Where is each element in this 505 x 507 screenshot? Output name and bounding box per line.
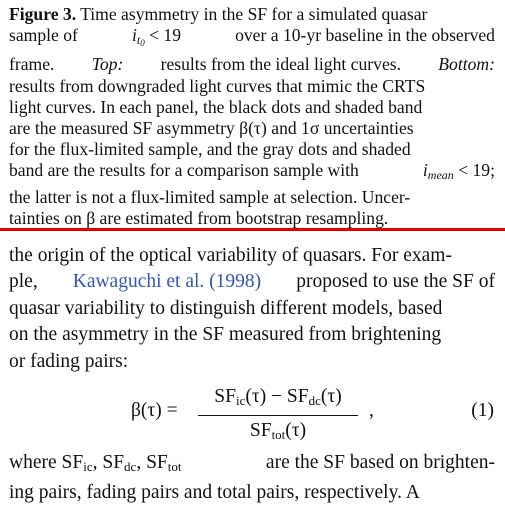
equation-comma: , — [369, 400, 374, 421]
body-line-1: the origin of the optical variability of quasars. For exam- — [9, 245, 452, 266]
caption-line-2 — [9, 25, 495, 54]
equation-fraction — [198, 384, 358, 447]
caption-line-3 — [9, 54, 495, 75]
caption-text: results from the ideal light curves. — [160, 54, 401, 75]
caption-line-10: tainties on β are estimated from bootstrap resampling. — [9, 207, 389, 228]
caption-text: Time asymmetry in the SF for a simulated quasar — [80, 4, 428, 24]
body-paragraph — [9, 243, 495, 375]
caption-text: sample of — [9, 25, 78, 46]
equation-1 — [0, 384, 505, 444]
caption-line-8 — [9, 160, 495, 186]
caption-text: over a 10-yr baseline in the observed — [235, 25, 495, 46]
post-line-2: ing pairs, fading pairs and total pairs, respectively. A — [9, 482, 420, 504]
caption-line-1 — [9, 4, 495, 25]
caption-math: $i_{t0} < 19$ — [131, 25, 182, 49]
fraction-bar — [198, 415, 358, 416]
post-line-1: where $SF_{ic}$, $SF_{dc}$, $SF_{tot}$ are the SF based on brighten- — [9, 452, 495, 474]
caption-line-7: for the flux-limited sample, and the gray dots and shaded — [9, 139, 411, 160]
body-line-3: quasar variability to distinguish different models, based — [9, 297, 443, 319]
body-line-2: ple, Kawaguchi et al. (1998) proposed to use the SF of — [9, 269, 495, 295]
caption-line-9: the latter is not a flux-limited sample at selection. Uncer- — [9, 186, 411, 207]
equation-numerator: $SF_{ic}(\tau) - SF_{dc}(\tau)$ — [214, 386, 342, 408]
top-label: Top: — [91, 54, 124, 75]
caption-line-4: results from downgraded light curves that mimic the CRTS — [9, 75, 426, 96]
body-line-5: or fading pairs: — [9, 350, 129, 372]
citation-link[interactable]: Kawaguchi et al. (1998) — [72, 271, 262, 293]
red-divider-line — [0, 228, 505, 231]
caption-math: $i_{mean} < 19$; — [422, 160, 495, 183]
caption-line-6: are the measured SF asymmetry β(τ) and 1σ uncertainties — [9, 118, 414, 139]
post-equation-paragraph — [9, 450, 495, 507]
figure-caption — [9, 4, 495, 229]
figure-label: Figure 3. — [9, 4, 77, 24]
equation-lhs: β(τ) = — [131, 400, 178, 421]
caption-text: band are the results for a comparison sample with — [9, 160, 359, 181]
caption-line-5: light curves. In each panel, the black dots and shaded band — [9, 96, 423, 117]
body-line-4: on the asymmetry in the SF measured from brightening — [9, 324, 442, 346]
equation-denominator: $SF_{tot}(\tau)$ — [249, 420, 307, 443]
caption-text: frame. — [9, 54, 55, 75]
equation-number: (1) — [471, 400, 494, 421]
bottom-label: Bottom: — [438, 54, 495, 75]
